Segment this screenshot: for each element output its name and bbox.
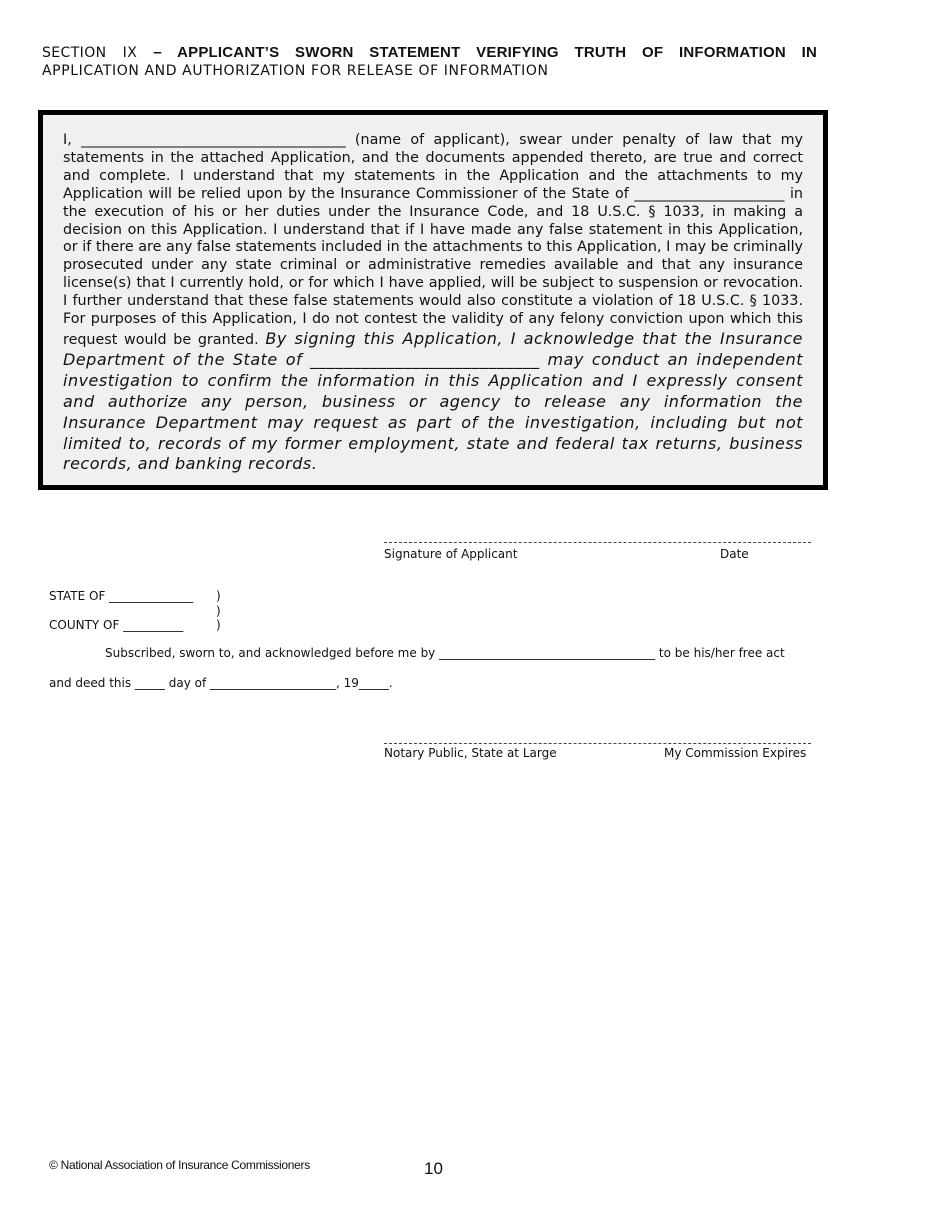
section-label: SECTION IX <box>42 45 138 61</box>
footer-copyright: © National Association of Insurance Commissioners <box>49 1158 310 1172</box>
county-of-line: COUNTY OF __________ <box>49 618 184 632</box>
commission-expires-label: My Commission Expires <box>664 746 807 760</box>
page-number: 10 <box>424 1159 443 1178</box>
statement-regular: I, _____________________________________ (name of applicant), swear under penalty of law that my statements in the attached Application, and the documents appended thereto, are true and correct and complete. I understand that my statements in the Application and the attachments to my Application will be relied upon by the Insurance Commissioner of the State of _____________________ in the execution of his or her duties under the Insurance Code, and 18 U.S.C. § 1033, in making a decision on this Application. I understand that if I have made any false statement in this Application, or if there are any false statements included in the attachments to this Application, I may be criminally prosecuted under any state criminal or administrative remedies available and that any insurance license(s) that I currently hold, or for which I have applied, will be subject to suspension or revocation. I further understand that these false statements would also constitute a violation of 18 U.S.C. § 1033. For purposes of this Application, I do not contest the validity of any felony conviction upon which this request would be granted. <box>63 132 803 348</box>
bracket-2: ) <box>216 604 221 618</box>
date-label: Date <box>720 547 749 561</box>
sworn-statement-text <box>63 132 803 475</box>
deed-line: and deed this _____ day of _____________________, 19_____. <box>49 676 393 690</box>
signature-line <box>384 542 811 543</box>
bracket-1: ) <box>216 589 221 603</box>
state-of-line: STATE OF ______________ <box>49 589 194 603</box>
notary-label: Notary Public, State at Large <box>384 746 557 760</box>
bracket-3: ) <box>216 618 221 632</box>
signature-label: Signature of Applicant <box>384 547 518 561</box>
statement-italic: By signing this Application, I acknowledge that the Insurance Department of the State of ___________________________ may conduct an independent investigation to confirm the information in this Application and I expressly consent and authorize any person, business or agency to release any information the Insurance Department may request as part of the investigation, including but not limited to, records of my former employment, state and federal tax returns, business records, and banking records. <box>63 328 803 474</box>
sworn-statement-box <box>38 110 828 490</box>
section-title-bold: – APPLICANT’S SWORN STATEMENT VERIFYING TRUTH OF INFORMATION IN <box>153 44 817 61</box>
subscribed-line: Subscribed, sworn to, and acknowledged before me by ____________________________________ to be his/her free act <box>105 646 785 660</box>
section-heading <box>42 44 817 62</box>
notary-signature-line <box>384 743 811 744</box>
section-title-line2: APPLICATION AND AUTHORIZATION FOR RELEASE OF INFORMATION <box>42 63 549 79</box>
